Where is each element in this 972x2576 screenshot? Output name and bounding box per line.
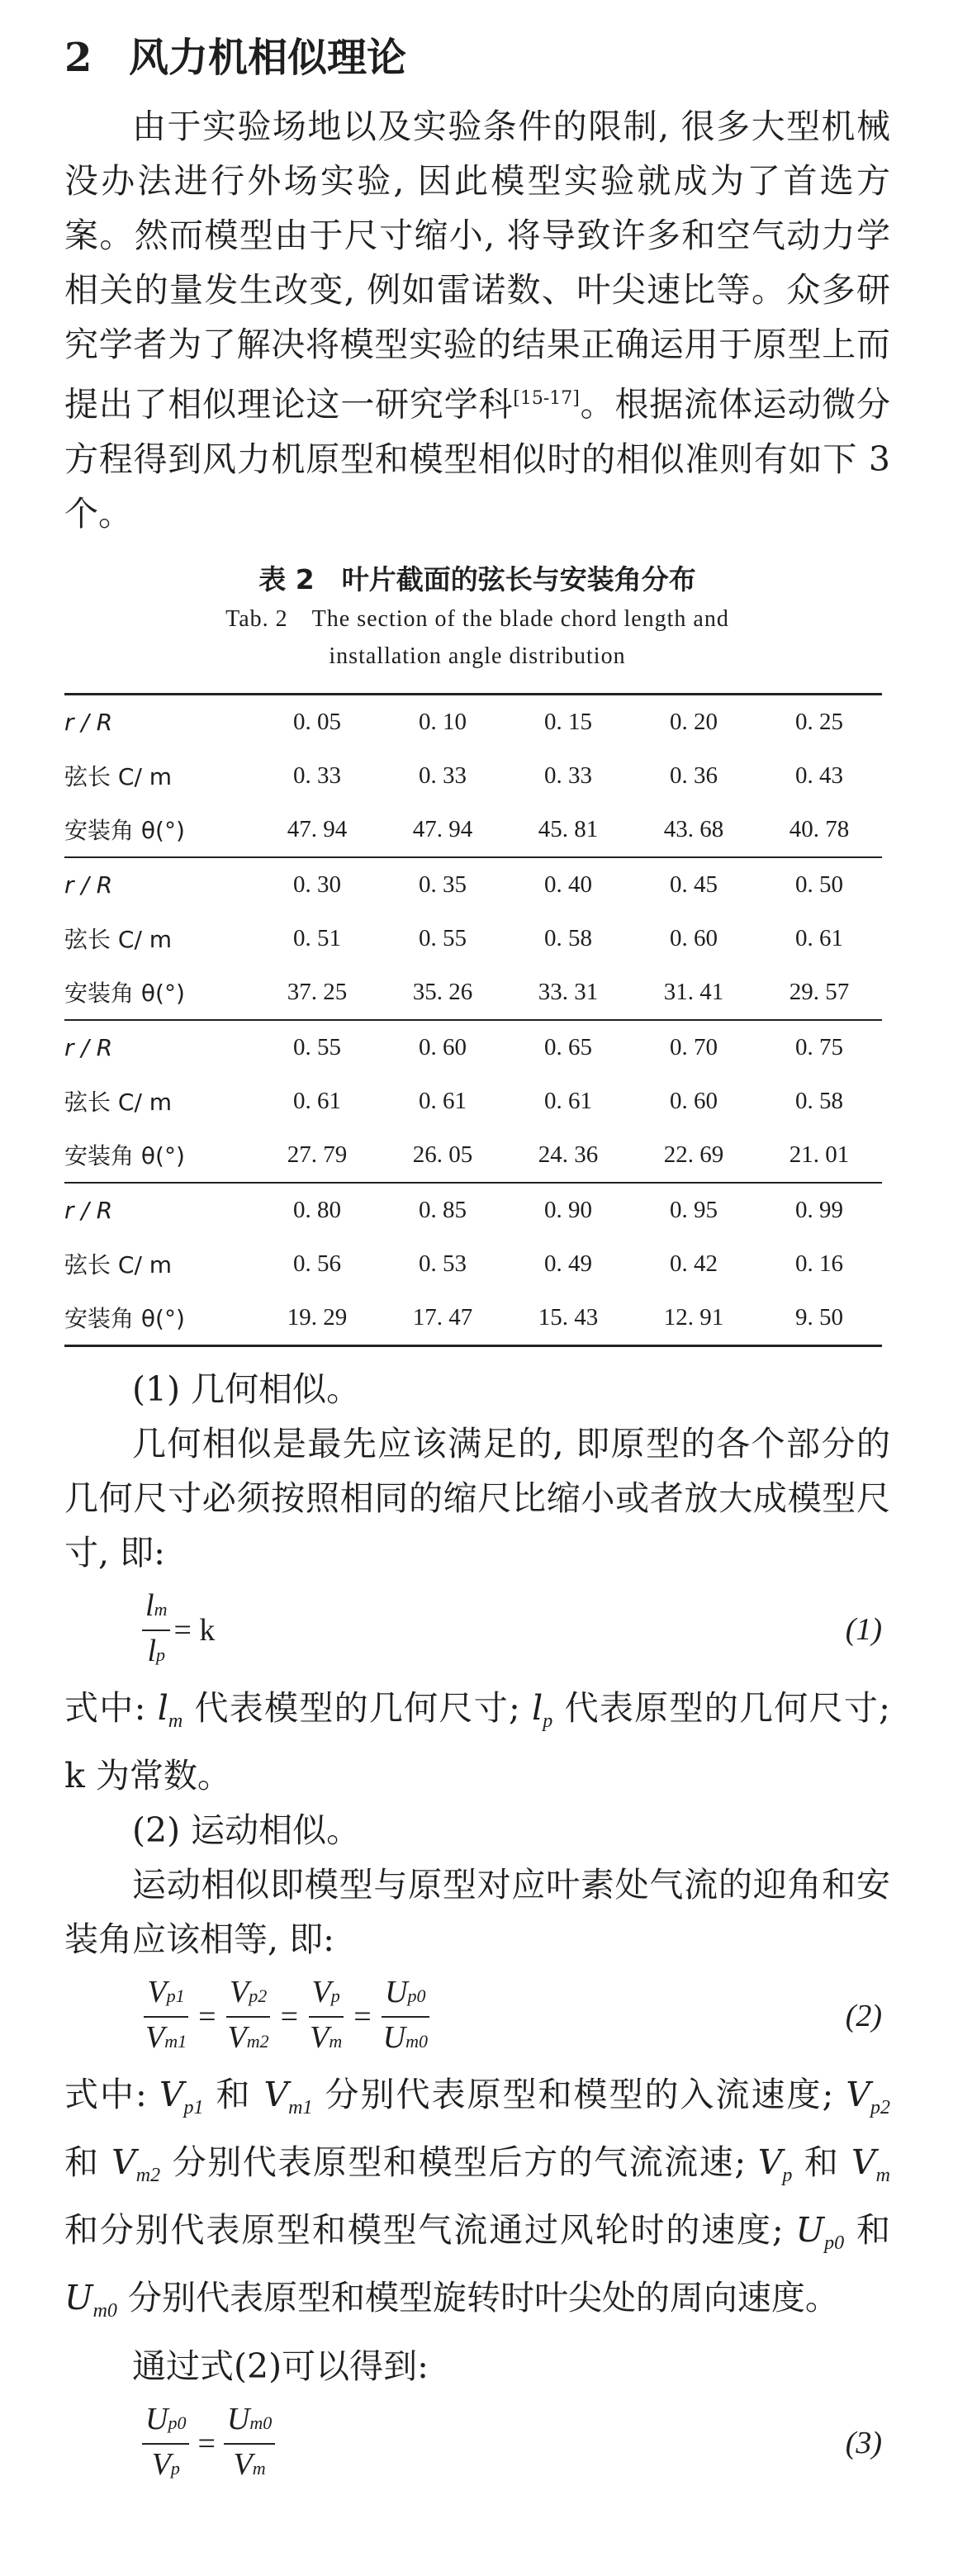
table-cell: 0. 99 (756, 1183, 882, 1237)
row-label: r / R (64, 1020, 254, 1075)
sym: l (157, 1687, 168, 1728)
eq2-frac-1 (142, 1974, 190, 2060)
equals: = (197, 2426, 216, 2461)
table-cell: 19. 29 (254, 1291, 380, 1346)
table-cell: 12. 91 (631, 1291, 756, 1346)
sym: U (385, 1974, 408, 2009)
geo-heading: (1) 几何相似。 (132, 1369, 361, 1409)
sub: p0 (824, 2232, 845, 2255)
table-cell: 24. 36 (538, 1141, 599, 1168)
table-cell: 40. 78 (789, 815, 850, 842)
equation-3 (64, 2398, 890, 2489)
txt: 和 (792, 2142, 852, 2183)
eq2-frac-4 (380, 1974, 431, 2060)
sym: V (147, 1974, 167, 2009)
table-cell: 0. 61 (795, 924, 843, 951)
table-cell: 0. 51 (293, 924, 341, 951)
row-label: 安装角 θ(°) (64, 980, 185, 1008)
row-label: 安装角 θ(°) (64, 1142, 185, 1170)
txt: 和 (844, 2210, 890, 2251)
equals: = (198, 1999, 216, 2034)
table-cell: 0. 33 (293, 761, 341, 789)
table-cell: 43. 68 (663, 815, 724, 842)
sub: m2 (246, 2030, 269, 2052)
table-row (64, 857, 882, 912)
caption-en-line2: installation angle distribution (329, 643, 626, 669)
table-cell: 47. 94 (287, 815, 348, 842)
txt: 和 (203, 2074, 264, 2114)
sub: p (330, 1985, 340, 2006)
sub: p1 (183, 2097, 204, 2119)
sub: m (154, 1598, 168, 1620)
table-cell: 27. 79 (287, 1141, 348, 1168)
sub: p (156, 1644, 165, 1665)
sym: V (851, 2142, 876, 2183)
section-number: 2 (64, 35, 92, 81)
row-label: 弦长 C/ m (64, 1089, 173, 1117)
table-cell: 0. 40 (505, 857, 631, 912)
table-cell: 0. 55 (254, 1020, 380, 1075)
sym: l (147, 1633, 156, 1668)
intro-text-end: 。根据流体运动微分方程得到风力机原型和模型相似时的相似准则有如下 3 个。 (64, 384, 891, 534)
table-cell: 0. 35 (380, 857, 505, 912)
equals: = (353, 1999, 372, 2034)
txt: 分别代表原型和模型旋转时叶尖处的周向速度。 (116, 2278, 839, 2318)
kin-paragraph: 运动相似即模型与原型对应叶素处气流的迎角和安装角应该相等, 即: (64, 1864, 890, 1959)
sub: m (252, 2457, 266, 2479)
eq3-frac-2 (224, 2401, 275, 2487)
sym: V (229, 1974, 249, 2009)
sym: V (159, 2074, 184, 2114)
sub: p0 (407, 1985, 426, 2006)
sub: p (782, 2165, 793, 2187)
sym: V (757, 2142, 783, 2183)
table-row (64, 1075, 882, 1128)
sub: p2 (249, 1985, 268, 2006)
table-cell: 0. 61 (544, 1087, 592, 1114)
table-cell: 0. 60 (380, 1020, 505, 1075)
txt: 式中: (64, 2074, 159, 2114)
table-cell: 0. 65 (505, 1020, 631, 1075)
sym: V (263, 2074, 289, 2114)
table-cell: 0. 80 (254, 1183, 380, 1237)
equation-1 (64, 1585, 890, 1676)
table-cell: 0. 33 (419, 761, 467, 789)
txt: 分别代表原型和模型后方的气流流速; (160, 2142, 758, 2183)
sub: p (170, 2457, 180, 2479)
table-row (64, 1291, 882, 1346)
table-cell: 0. 90 (505, 1183, 631, 1237)
sub: m0 (249, 2412, 273, 2433)
table-cell: 33. 31 (538, 978, 599, 1005)
geo-paragraph: 几何相似是最先应该满足的, 即原型的各个部分的几何尺寸必须按照相同的缩尺比缩小或者放大成模型尺寸, 即: (64, 1423, 890, 1573)
table-cell: 0. 45 (631, 857, 756, 912)
kin-follow: 通过式(2)可以得到: (132, 2346, 429, 2386)
table-row (64, 912, 882, 965)
sym: U (382, 2019, 406, 2055)
section-heading (64, 33, 890, 83)
table-cell: 0. 75 (756, 1020, 882, 1075)
table-cell: 35. 26 (412, 978, 473, 1005)
table-cell: 0. 33 (544, 761, 592, 789)
sym: U (145, 2401, 168, 2436)
eq1-rhs: = k (173, 1612, 216, 1648)
txt: 和 (64, 2142, 112, 2183)
table-row (64, 749, 882, 803)
table-cell: 0. 60 (670, 924, 718, 951)
sub: p1 (166, 1985, 185, 2006)
table-row (64, 1020, 882, 1075)
table-cell: 0. 25 (795, 708, 843, 735)
sym: V (145, 2019, 165, 2055)
row-label: r / R (64, 708, 113, 736)
eq2-frac-3 (306, 1974, 345, 2060)
table-cell: 37. 25 (287, 978, 348, 1005)
sub: m0 (92, 2300, 117, 2322)
intro-text: 由于实验场地以及实验条件的限制, 很多大型机械没办法进行外场实验, 因此模型实验就成为了首选方案。然而模型由于尺寸缩小, 将导致许多和空气动力学相关的量发生改变, 例如雷诺数、叶尖速比等。众多研究学者为了解决将模型实验的结果正确运用于原型上而提出了相似理论这一研究学科 (64, 107, 890, 425)
sym: V (311, 1974, 331, 2009)
table-cell: 0. 16 (795, 1250, 843, 1277)
table-cell: 31. 41 (663, 978, 724, 1005)
table-row (64, 965, 882, 1020)
table-cell: 0. 50 (756, 857, 882, 912)
equals: = (280, 1999, 299, 2034)
table-cell: 0. 55 (419, 924, 467, 951)
chord-angle-table (64, 693, 882, 1347)
sub: m1 (164, 2030, 187, 2052)
table-cell: 0. 53 (419, 1250, 467, 1277)
table-cell: 0. 95 (631, 1183, 756, 1237)
table-row (64, 1237, 882, 1291)
row-label: 安装角 θ(°) (64, 1291, 254, 1346)
table-cell: 0. 58 (544, 924, 592, 951)
sub: m0 (405, 2030, 428, 2052)
table-cell: 0. 15 (544, 708, 592, 735)
sym: V (846, 2074, 870, 2114)
row-label: 安装角 θ(°) (64, 817, 185, 845)
txt: 和分别代表原型和模型气流通过风轮时的速度; (64, 2210, 796, 2251)
table-row (64, 694, 882, 749)
sub: m (875, 2165, 890, 2187)
row-label: 弦长 C/ m (64, 763, 173, 791)
table-cell: 0. 30 (254, 857, 380, 912)
table-cell: 47. 94 (412, 815, 473, 842)
caption-zh: 表 2 叶片截面的弦长与安装角分布 (258, 562, 696, 595)
table-cell: 21. 01 (789, 1141, 850, 1168)
paper-page (64, 33, 890, 2494)
sym: V (233, 2446, 253, 2482)
eq3-number: (3) (845, 2425, 882, 2460)
txt: 代表模型的几何尺寸; (183, 1687, 533, 1728)
table-cell: 0. 20 (670, 708, 718, 735)
geo-where (64, 1681, 890, 1803)
sym: U (64, 2278, 93, 2318)
table-cell: 0. 43 (795, 761, 843, 789)
sym: V (227, 2019, 247, 2055)
eq3-frac-1 (142, 2401, 189, 2487)
table-cell: 0. 85 (380, 1183, 505, 1237)
txt: 分别代表原型和模型的入流速度; (312, 2074, 846, 2114)
table-row (64, 803, 882, 857)
eq2-number: (2) (845, 1998, 882, 2033)
caption-en-line1: Tab. 2 The section of the blade chord length and (225, 605, 729, 632)
sub: p (543, 1710, 553, 1732)
sub: m (329, 2030, 343, 2052)
kin-heading: (2) 运动相似。 (132, 1810, 361, 1850)
table-cell: 29. 57 (789, 978, 850, 1005)
row-label: 弦长 C/ m (64, 926, 173, 954)
table-cell: 0. 58 (795, 1087, 843, 1114)
sub: p0 (168, 2412, 187, 2433)
row-label: r / R (64, 857, 254, 912)
sub: m2 (135, 2165, 161, 2187)
table-cell: 0. 42 (670, 1250, 718, 1277)
table-row (64, 1183, 882, 1237)
eq1-fraction (142, 1587, 170, 1673)
eq1-number: (1) (845, 1611, 882, 1647)
table-cell: 0. 36 (670, 761, 718, 789)
section-title: 风力机相似理论 (129, 35, 407, 81)
txt: 式中: (64, 1687, 158, 1728)
sym: V (310, 2019, 330, 2055)
table-cell: 0. 56 (293, 1250, 341, 1277)
table-cell: 0. 61 (419, 1087, 467, 1114)
txt: 代表原型的几何尺寸; k 为常数。 (64, 1687, 890, 1796)
sym: V (151, 2446, 171, 2482)
table-cell: 15. 43 (505, 1291, 631, 1346)
table-cell: 0. 49 (544, 1250, 592, 1277)
sub: p2 (870, 2097, 890, 2119)
eq2-frac-2 (225, 1974, 273, 2060)
table-cell: 0. 10 (419, 708, 467, 735)
intro-paragraph (64, 99, 890, 541)
table-cell: 0. 61 (293, 1087, 341, 1114)
table-cell: 17. 47 (380, 1291, 505, 1346)
table-cell: 22. 69 (663, 1141, 724, 1168)
table-cell: 0. 70 (631, 1020, 756, 1075)
table-cell: 45. 81 (538, 815, 599, 842)
table-cell: 0. 05 (293, 708, 341, 735)
sym: U (226, 2401, 250, 2436)
row-label: r / R (64, 1183, 254, 1237)
sym: U (795, 2210, 825, 2251)
table-cell: 0. 60 (670, 1087, 718, 1114)
row-label: 弦长 C/ m (64, 1251, 173, 1279)
sym: l (145, 1587, 154, 1623)
table-cell: 9. 50 (756, 1291, 882, 1346)
citation: [15-17] (513, 388, 580, 409)
table-caption (64, 559, 890, 675)
table-row (64, 1128, 882, 1183)
kin-where (64, 2067, 890, 2339)
sym: V (111, 2142, 136, 2183)
sym: l (532, 1687, 543, 1728)
table-cell: 26. 05 (412, 1141, 473, 1168)
sub: m1 (288, 2097, 313, 2119)
equation-2 (64, 1971, 890, 2062)
sub: m (168, 1710, 183, 1732)
